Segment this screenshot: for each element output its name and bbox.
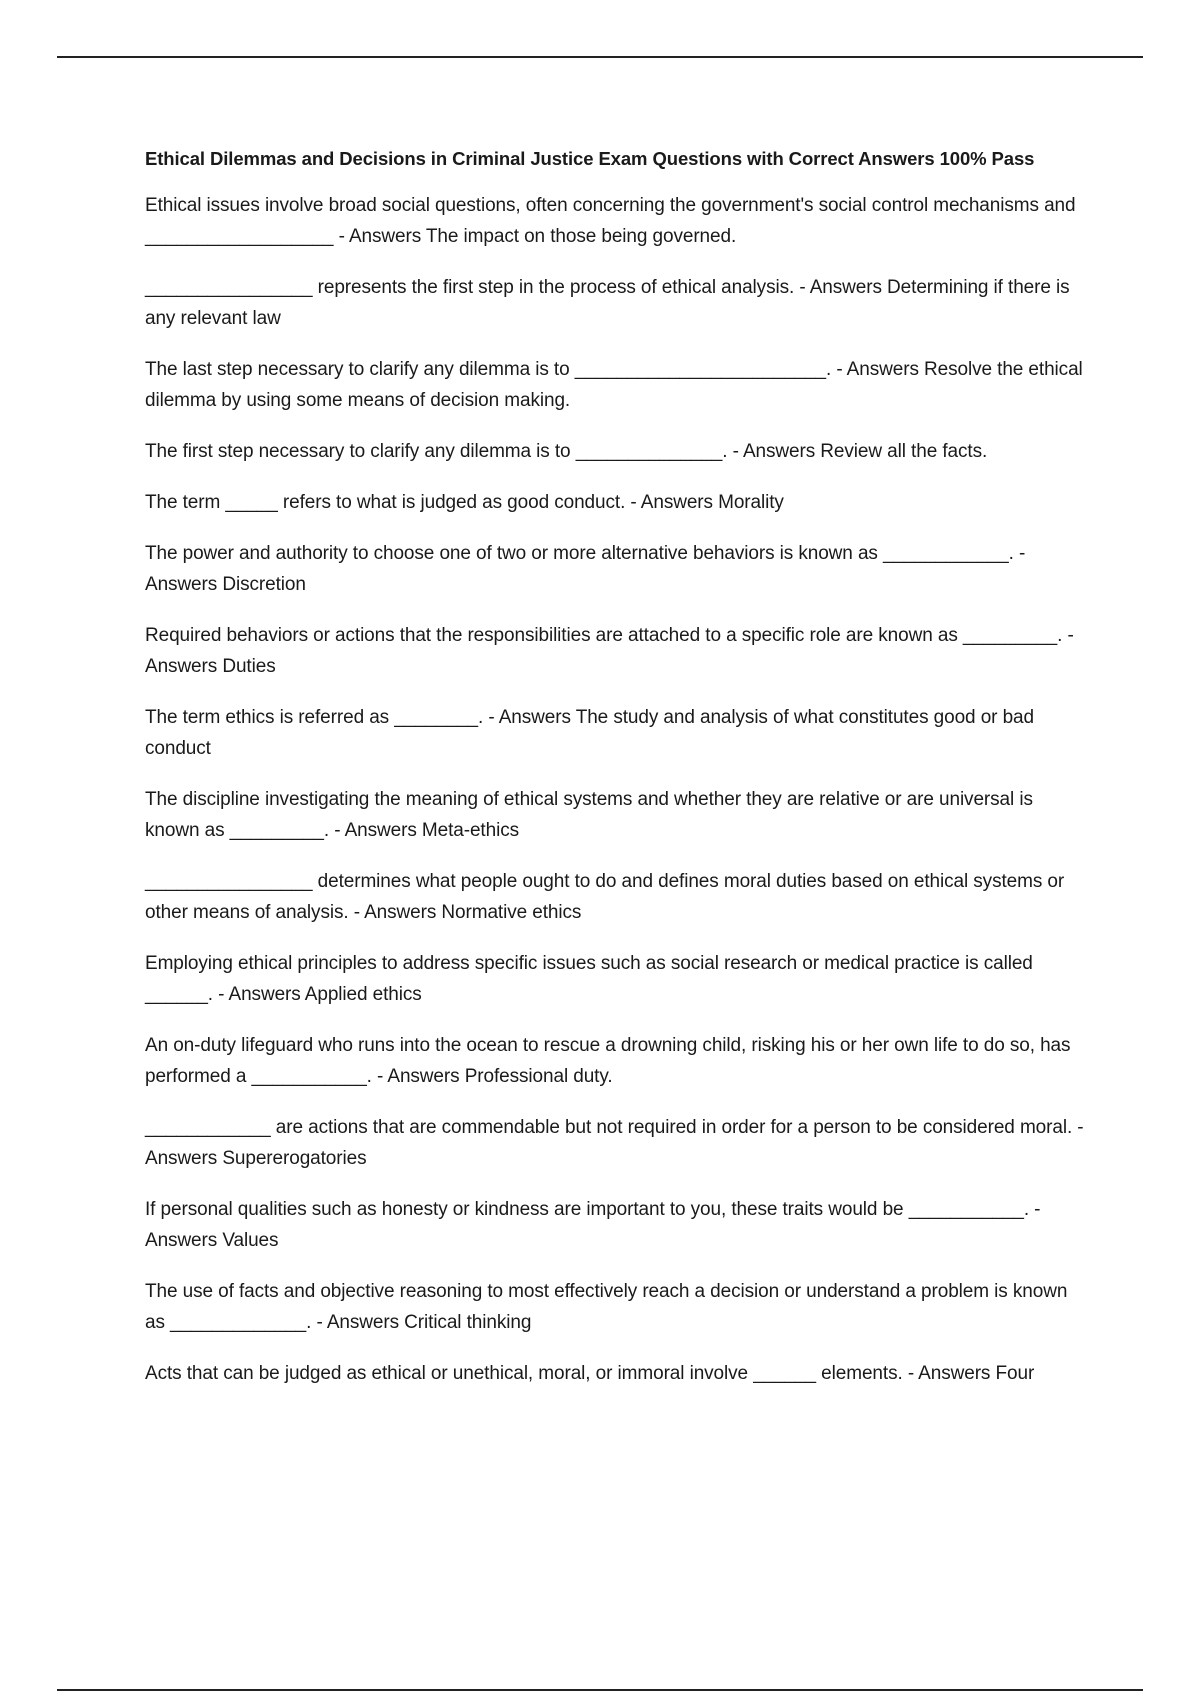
question-answer-item: Acts that can be judged as ethical or unethical, moral, or immoral involve ______ elements. - Answers Four	[145, 1363, 1035, 1384]
question-answer-item: Employing ethical principles to address specific issues such as social research or medical practice is called ______. - Answers Applied ethics	[145, 953, 1033, 1005]
question-answer-item: An on-duty lifeguard who runs into the ocean to rescue a drowning child, risking his or her own life to do so, has performed a ___________. - Answers Professional duty.	[145, 1035, 1071, 1087]
question-answer-item: The power and authority to choose one of two or more alternative behaviors is known as ____________. - Answers Discretion	[145, 543, 1026, 595]
question-answer-item: The first step necessary to clarify any dilemma is to ______________. - Answers Review all the facts.	[145, 441, 988, 462]
question-answer-item: Ethical issues involve broad social questions, often concerning the government's social control mechanisms and __________________ - Answers The impact on those being governed.	[145, 195, 1076, 247]
question-answer-item: Required behaviors or actions that the responsibilities are attached to a specific role are known as _________. - Answers Duties	[145, 625, 1074, 677]
question-answer-item: If personal qualities such as honesty or kindness are important to you, these traits would be ___________. - Answers Values	[145, 1199, 1041, 1251]
question-answer-item: ____________ are actions that are commendable but not required in order for a person to be considered moral. - Answers Supererogatories	[145, 1117, 1084, 1169]
bottom-rule	[57, 1689, 1143, 1691]
question-answer-item: The use of facts and objective reasoning to most effectively reach a decision or understand a problem is known as _____________. - Answers Critical thinking	[145, 1281, 1068, 1333]
question-answer-item: ________________ determines what people ought to do and defines moral duties based on ethical systems or other means of analysis. - Answers Normative ethics	[145, 871, 1065, 923]
question-answer-item: The last step necessary to clarify any dilemma is to ________________________. - Answers Resolve the ethical dilemma by using some means of decision making.	[145, 359, 1083, 411]
question-answer-item: The term ethics is referred as ________. - Answers The study and analysis of what constitutes good or bad conduct	[145, 707, 1034, 759]
question-answer-item: The discipline investigating the meaning of ethical systems and whether they are relative or are universal is known as _________. - Answers Meta-ethics	[145, 789, 1033, 841]
top-rule	[57, 56, 1143, 58]
document-title: Ethical Dilemmas and Decisions in Criminal Justice Exam Questions with Correct Answers 100% Pass	[145, 148, 1035, 169]
document-body	[145, 143, 1090, 1409]
question-answer-item: The term _____ refers to what is judged as good conduct. - Answers Morality	[145, 492, 784, 513]
question-answer-item: ________________ represents the first step in the process of ethical analysis. - Answers Determining if there is any relevant law	[145, 277, 1070, 329]
